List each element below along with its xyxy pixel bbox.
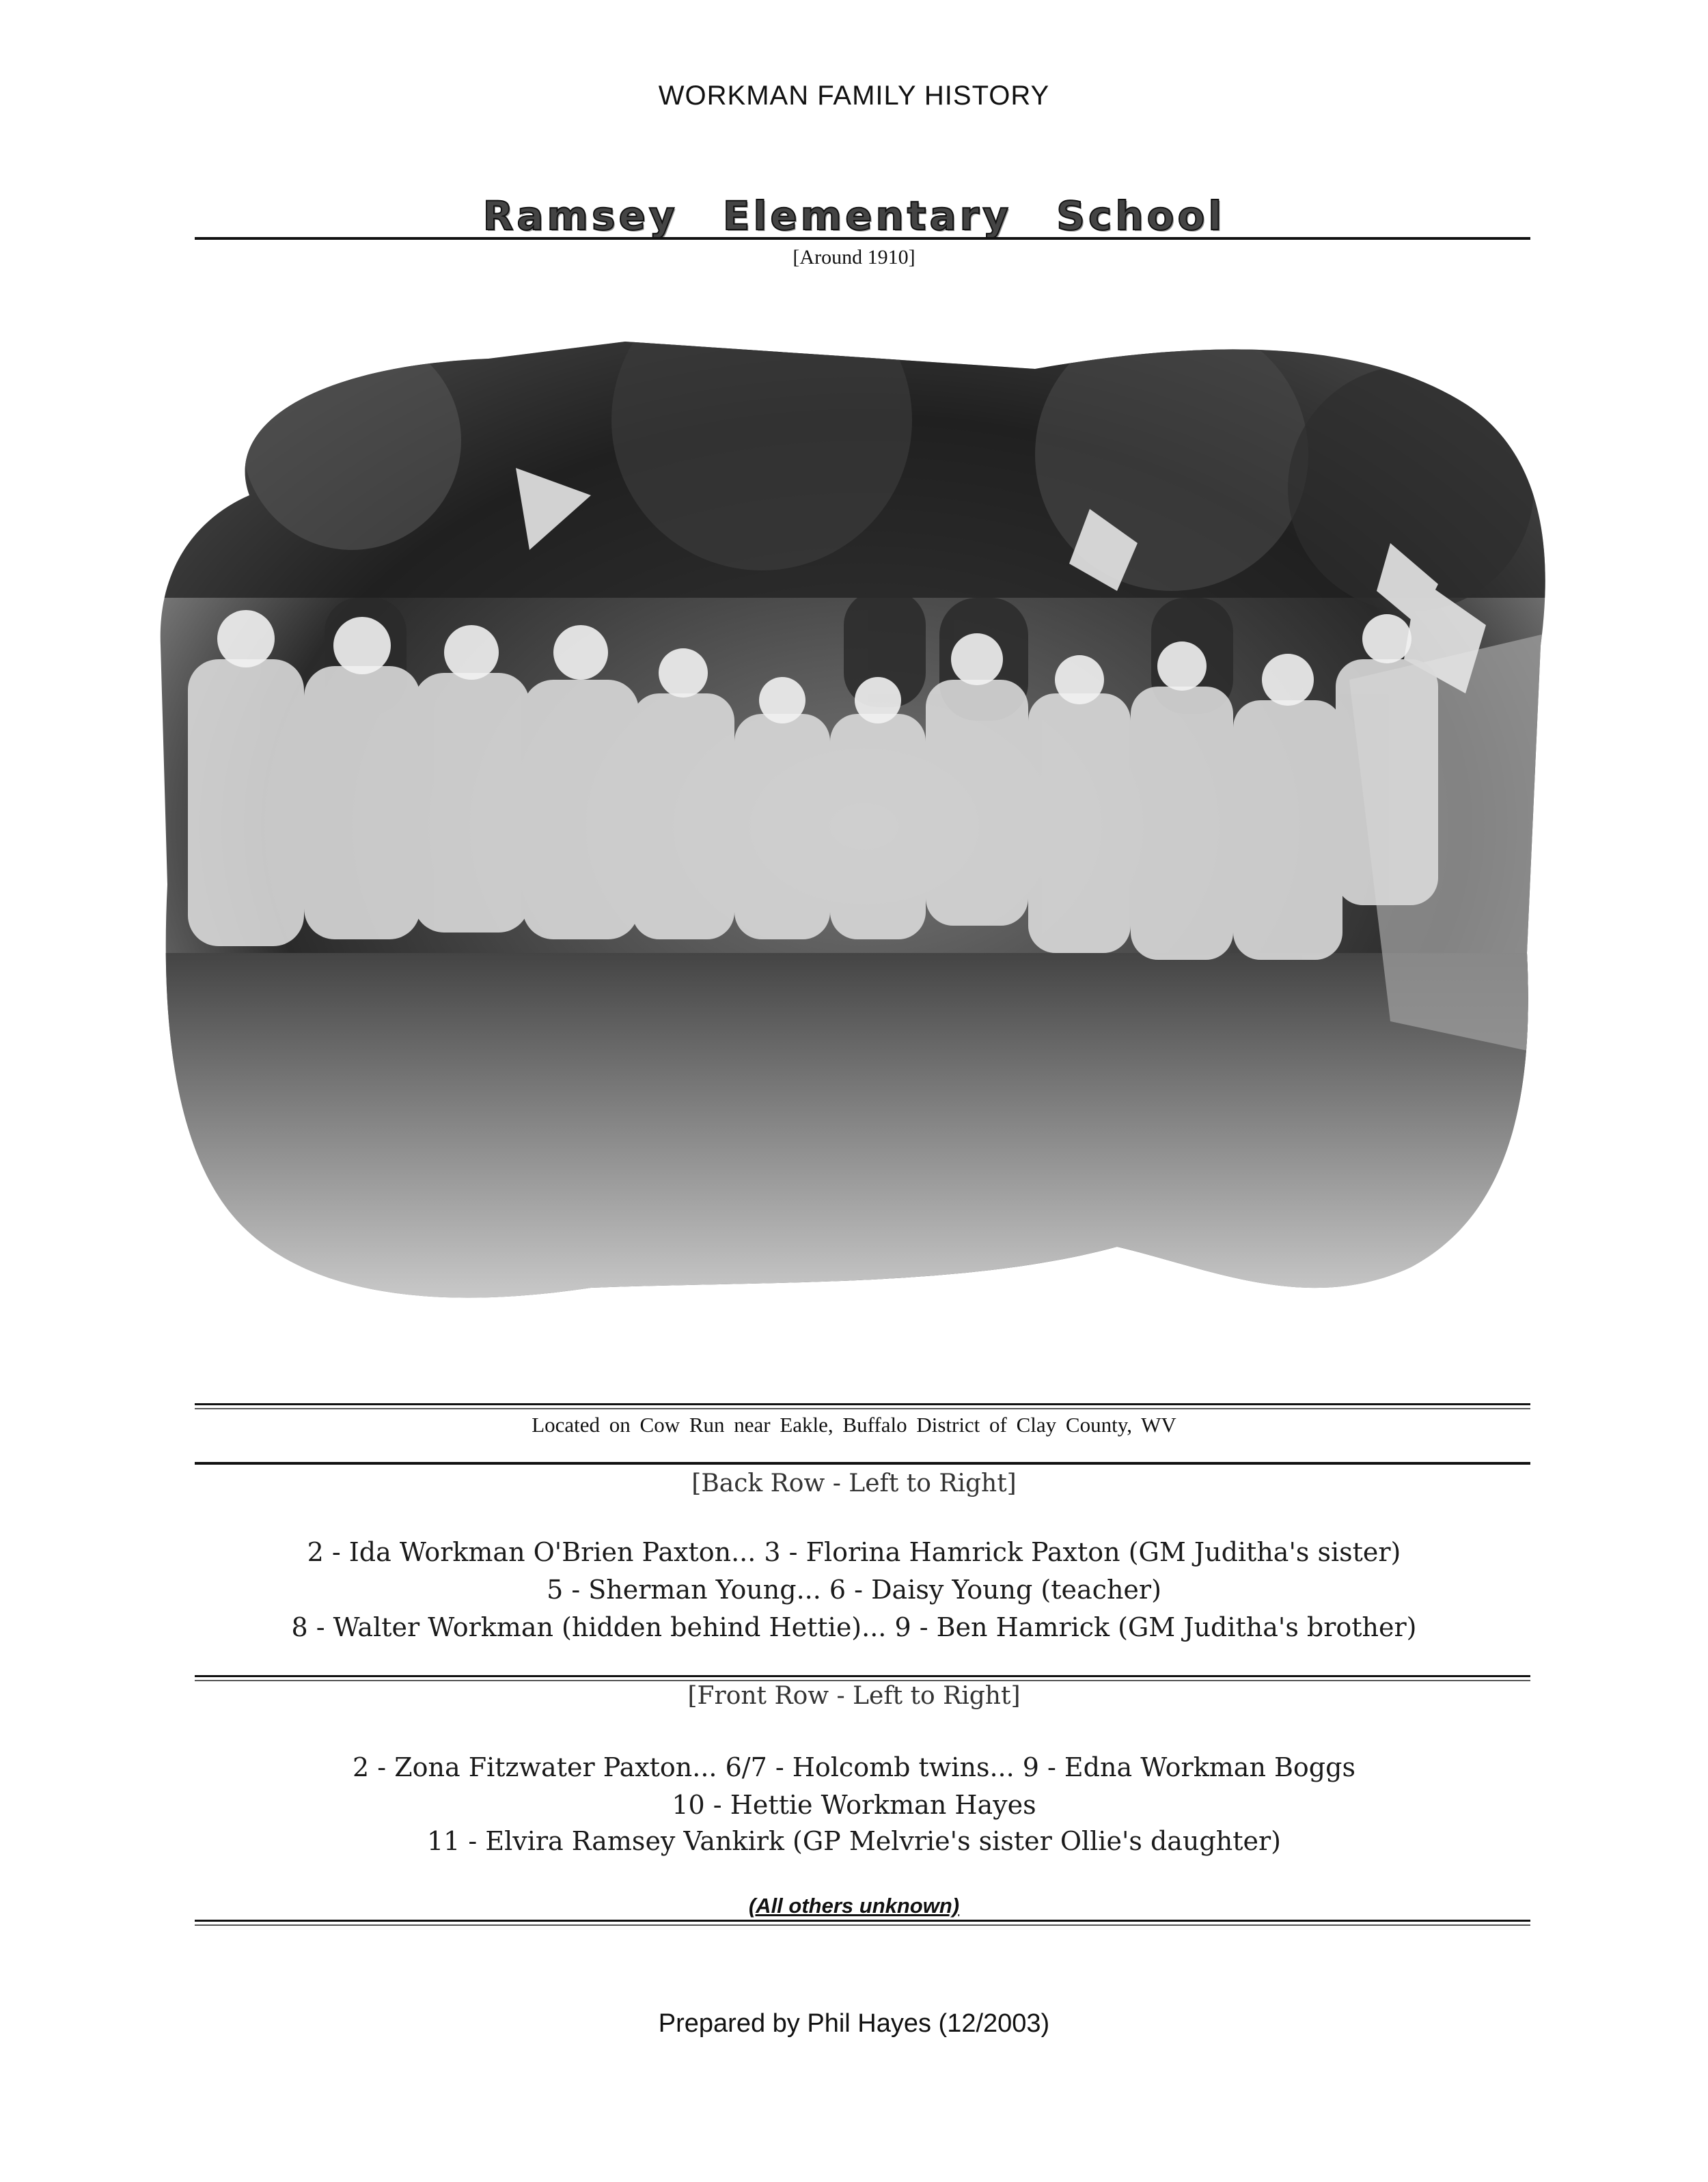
back-row-line-2: 5 - Sherman Young... 6 - Daisy Young (teacher) xyxy=(547,1575,1161,1605)
front-row-rule xyxy=(195,1675,1530,1681)
date-subtitle: [Around 1910] xyxy=(793,246,915,268)
document-title: Ramsey Elementary School xyxy=(482,193,1226,239)
document-header: WORKMAN FAMILY HISTORY xyxy=(658,81,1050,111)
title-rule xyxy=(195,237,1530,240)
front-row-heading: [Front Row - Left to Right] xyxy=(687,1682,1021,1710)
front-row-line-2: 10 - Hettie Workman Hayes xyxy=(672,1790,1036,1820)
back-row-line-1: 2 - Ida Workman O'Brien Paxton... 3 - Florina Hamrick Paxton (GM Juditha's sister) xyxy=(307,1537,1401,1567)
front-row-line-1: 2 - Zona Fitzwater Paxton... 6/7 - Holcomb twins... 9 - Edna Workman Boggs xyxy=(353,1752,1355,1782)
note-rule xyxy=(195,1920,1530,1926)
location-top-rule xyxy=(195,1403,1530,1409)
location-caption: Located on Cow Run near Eakle, Buffalo District of Clay County, WV xyxy=(532,1413,1176,1437)
back-row-heading: [Back Row - Left to Right] xyxy=(691,1469,1017,1497)
unknown-note: (All others unknown) xyxy=(748,1894,960,1918)
school-group-photo xyxy=(147,338,1582,1315)
location-bottom-rule xyxy=(195,1462,1530,1465)
back-row-line-3: 8 - Walter Workman (hidden behind Hettie)... 9 - Ben Hamrick (GM Juditha's brother) xyxy=(291,1612,1417,1642)
prepared-by-footer: Prepared by Phil Hayes (12/2003) xyxy=(658,2009,1050,2038)
front-row-line-3: 11 - Elvira Ramsey Vankirk (GP Melvrie's sister Ollie's daughter) xyxy=(427,1826,1281,1856)
